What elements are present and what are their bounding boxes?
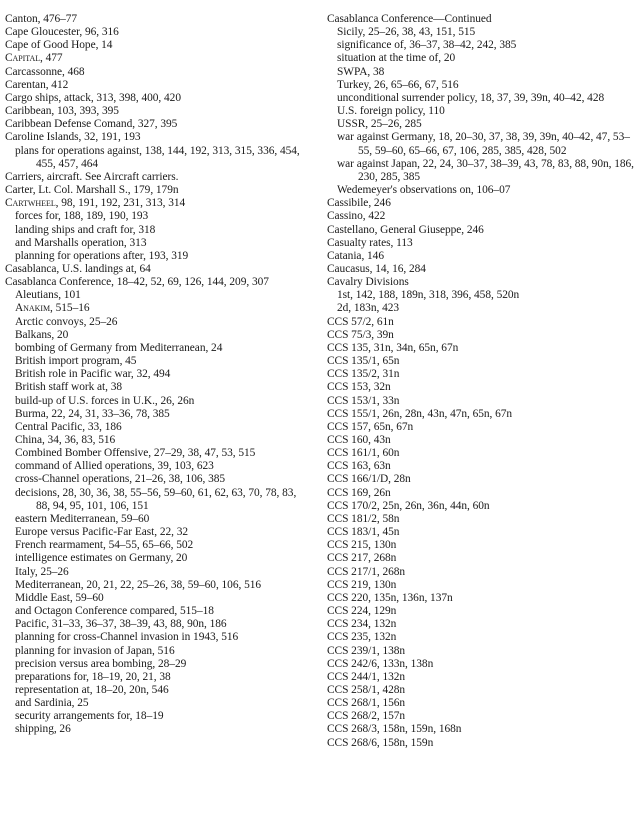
index-entry: CCS 155/1, 26n, 28n, 43n, 47n, 65n, 67n <box>327 407 513 420</box>
index-subentry: Mediterranean, 20, 21, 22, 25–26, 38, 59–60, 106, 516 <box>15 578 262 591</box>
index-entry: CCS 224, 129n <box>327 605 397 618</box>
index-subentry: security arrangements for, 18–19 <box>15 710 164 723</box>
index-subentry: war against Japan, 22, 24, 30–37, 38–39, 43, 78, 83, 88, 90n, 186, 230, 285, 385 <box>337 157 634 183</box>
index-entry: CCS 268/6, 158n, 159n <box>327 736 434 749</box>
index-subentry: Anakim, 515–16 <box>15 302 90 315</box>
index-subentry: plans for operations against, 138, 144, 192, 313, 315, 336, 454, 455, 457, 464 <box>15 144 300 170</box>
index-subentry: U.S. foreign policy, 110 <box>337 105 445 118</box>
index-subentry: SWPA, 38 <box>337 65 385 78</box>
index-subentry: British staff work at, 38 <box>15 381 123 394</box>
index-subentry: planning for invasion of Japan, 516 <box>15 644 175 657</box>
index-entry: Cape Gloucester, 96, 316 <box>5 26 119 39</box>
index-entry: CCS 244/1, 132n <box>327 670 406 683</box>
index-entry: CCS 268/2, 157n <box>327 710 406 723</box>
index-entry: Carriers, aircraft. See Aircraft carriers. <box>5 170 179 183</box>
index-entry: CCS 153/1, 33n <box>327 394 400 407</box>
index-subentry: build-up of U.S. forces in U.K., 26, 26n <box>15 394 195 407</box>
index-subentry: Europe versus Pacific-Far East, 22, 32 <box>15 526 189 539</box>
index-subentry: landing ships and craft for, 318 <box>15 223 156 236</box>
index-subentry: precision versus area bombing, 28–29 <box>15 657 187 670</box>
index-entry: CCS 153, 32n <box>327 381 391 394</box>
index-entry: Caribbean Defense Comand, 327, 395 <box>5 118 178 131</box>
index-subentry: Aleutians, 101 <box>15 289 81 302</box>
index-subentry: preparations for, 18–19, 20, 21, 38 <box>15 670 171 683</box>
index-subentry: war against Germany, 18, 20–30, 37, 38, 39, 39n, 40–42, 47, 53–55, 59–60, 65–66, 67, 106, 285, 385, 428, 502 <box>337 131 630 157</box>
index-entry: CCS 75/3, 39n <box>327 328 394 341</box>
index-entry: Caribbean, 103, 393, 395 <box>5 105 119 118</box>
index-column-left <box>5 13 313 737</box>
index-entry: CCS 220, 135n, 136n, 137n <box>327 591 453 604</box>
index-entry: CCS 215, 130n <box>327 539 397 552</box>
index-entry: Carcassonne, 468 <box>5 65 85 78</box>
index-entry: Castellano, General Giuseppe, 246 <box>327 223 484 236</box>
index-entry: CCS 161/1, 60n <box>327 447 400 460</box>
index-column-right <box>327 13 635 750</box>
index-subentry: eastern Mediterranean, 59–60 <box>15 512 150 525</box>
index-subentry: Combined Bomber Offensive, 27–29, 38, 47, 53, 515 <box>15 447 256 460</box>
index-entry: CCS 163, 63n <box>327 460 391 473</box>
index-entry: Canton, 476–77 <box>5 13 78 25</box>
index-entry: CCS 217/1, 268n <box>327 565 406 578</box>
index-entry: Casualty rates, 113 <box>327 236 413 249</box>
index-subentry: Turkey, 26, 65–66, 67, 516 <box>337 78 459 91</box>
index-subentry: Sicily, 25–26, 38, 43, 151, 515 <box>337 26 476 39</box>
index-entry: CCS 268/3, 158n, 159n, 168n <box>327 723 462 736</box>
index-subentry: British role in Pacific war, 32, 494 <box>15 368 171 381</box>
index-subentry: Italy, 25–26 <box>15 565 69 578</box>
index-entry: CCS 181/2, 58n <box>327 512 400 525</box>
index-subentry: Arctic convoys, 25–26 <box>15 315 118 328</box>
index-subentry: USSR, 25–26, 285 <box>337 118 422 131</box>
index-subentry: Pacific, 31–33, 36–37, 38–39, 43, 88, 90n, 186 <box>15 618 227 631</box>
index-entry: CCS 135/2, 31n <box>327 368 400 381</box>
index-entry: CCS 160, 43n <box>327 434 391 446</box>
index-subentry: decisions, 28, 30, 36, 38, 55–56, 59–60, 61, 62, 63, 70, 78, 83, 88, 94, 95, 101, 106, 151 <box>15 486 297 512</box>
index-entry: CCS 183/1, 45n <box>327 526 400 539</box>
index-subentry: shipping, 26 <box>15 723 71 736</box>
index-entry: CCS 217, 268n <box>327 552 397 565</box>
index-entry: CCS 219, 130n <box>327 578 397 591</box>
index-entry: CCS 135, 31n, 34n, 65n, 67n <box>327 341 459 354</box>
index-subentry: British import program, 45 <box>15 355 137 368</box>
index-entry: Casablanca Conference, 18–42, 52, 69, 126, 144, 209, 307 <box>5 276 269 289</box>
index-entry: CCS 135/1, 65n <box>327 355 400 368</box>
index-subentry: unconditional surrender policy, 18, 37, 39, 39n, 40–42, 428 <box>337 91 605 104</box>
index-entry: Cartwheel, 98, 191, 192, 231, 313, 314 <box>5 197 186 210</box>
index-subentry: cross-Channel operations, 21–26, 38, 106, 385 <box>15 473 226 486</box>
index-entry: CCS 268/1, 156n <box>327 697 406 710</box>
index-entry: Carentan, 412 <box>5 78 69 91</box>
index-subentry: forces for, 188, 189, 190, 193 <box>15 210 149 223</box>
index-entry: Casablanca Conference—Continued <box>327 13 492 25</box>
index-subentry: representation at, 18–20, 20n, 546 <box>15 683 169 696</box>
index-entry: Cassibile, 246 <box>327 197 391 210</box>
index-entry: CCS 169, 26n <box>327 486 391 499</box>
index-subentry: Wedemeyer's observations on, 106–07 <box>337 184 511 197</box>
index-entry: Casablanca, U.S. landings at, 64 <box>5 262 151 275</box>
index-entry: Caucasus, 14, 16, 284 <box>327 262 426 275</box>
index-entry: Catania, 146 <box>327 249 384 262</box>
index-subentry: Balkans, 20 <box>15 328 69 341</box>
index-subentry: planning for operations after, 193, 319 <box>15 249 189 262</box>
index-subentry: bombing of Germany from Mediterranean, 24 <box>15 341 223 354</box>
index-entry: CCS 170/2, 25n, 26n, 36n, 44n, 60n <box>327 499 490 512</box>
index-entry: CCS 258/1, 428n <box>327 683 406 696</box>
index-subentry: Middle East, 59–60 <box>15 591 104 604</box>
index-subentry: and Sardinia, 25 <box>15 697 89 710</box>
index-entry: Capital, 477 <box>5 52 63 65</box>
index-entry: Cavalry Divisions <box>327 276 409 289</box>
index-entry: CCS 157, 65n, 67n <box>327 420 414 433</box>
index-entry: Cape of Good Hope, 14 <box>5 39 113 52</box>
index-subentry: situation at the time of, 20 <box>337 52 456 65</box>
index-entry: CCS 235, 132n <box>327 631 397 644</box>
index-subentry: and Marshalls operation, 313 <box>15 236 147 249</box>
index-subentry: planning for cross-Channel invasion in 1943, 516 <box>15 631 239 644</box>
index-subentry: Burma, 22, 24, 31, 33–36, 78, 385 <box>15 407 170 420</box>
index-entry: CCS 57/2, 61n <box>327 315 394 328</box>
index-entry: CCS 166/1/D, 28n <box>327 473 411 486</box>
index-subentry: French rearmament, 54–55, 65–66, 502 <box>15 539 194 552</box>
index-subentry: command of Allied operations, 39, 103, 623 <box>15 460 214 473</box>
index-subentry: 1st, 142, 188, 189n, 318, 396, 458, 520n <box>337 289 520 302</box>
index-subentry: intelligence estimates on Germany, 20 <box>15 552 188 565</box>
index-subentry: 2d, 183n, 423 <box>337 302 399 315</box>
index-entry: Cargo ships, attack, 313, 398, 400, 420 <box>5 91 181 104</box>
index-entry: CCS 234, 132n <box>327 618 397 631</box>
index-subentry: significance of, 36–37, 38–42, 242, 385 <box>337 39 517 52</box>
index-entry: CCS 242/6, 133n, 138n <box>327 657 434 670</box>
index-entry: Cassino, 422 <box>327 210 386 223</box>
index-subentry: Central Pacific, 33, 186 <box>15 420 122 433</box>
index-entry: Carter, Lt. Col. Marshall S., 179, 179n <box>5 184 179 197</box>
index-subentry: and Octagon Conference compared, 515–18 <box>15 605 214 618</box>
index-entry: Caroline Islands, 32, 191, 193 <box>5 131 141 144</box>
index-entry: CCS 239/1, 138n <box>327 644 406 657</box>
index-subentry: China, 34, 36, 83, 516 <box>15 434 116 446</box>
